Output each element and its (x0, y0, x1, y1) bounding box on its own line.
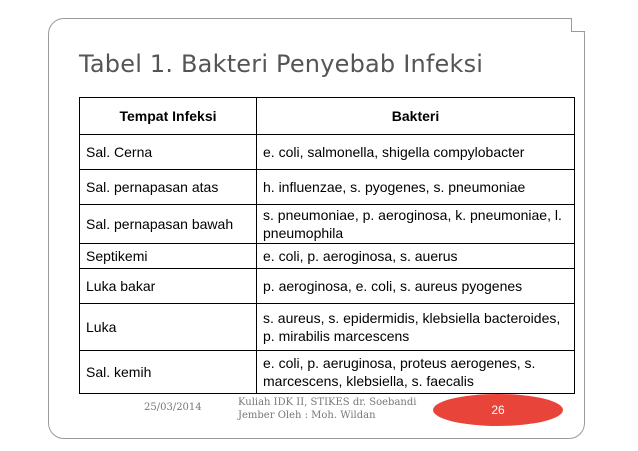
table-header-row (80, 98, 575, 135)
table-row (80, 351, 575, 394)
footer-course-line2: Jember Oleh : Moh. Wildan (238, 410, 376, 421)
footer-date: 25/03/2014 (144, 402, 202, 413)
table-row (80, 170, 575, 205)
cell-bacteria: s. pneumoniae, p. aeroginosa, k. pneumoniae, l. pneumophila (257, 205, 575, 244)
slide-title: Tabel 1. Bakteri Penyebab Infeksi (79, 50, 484, 78)
footer-course-line1: Kuliah IDK II, STIKES dr. Soebandi (238, 397, 417, 408)
table-row (80, 244, 575, 269)
cell-site: Septikemi (80, 244, 257, 269)
cell-site: Sal. Cerna (80, 135, 257, 170)
cell-bacteria: e. coli, p. aeruginosa, proteus aerogenes, s. marcescens, klebsiella, s. faecalis (257, 351, 575, 394)
cell-bacteria: e. coli, salmonella, shigella compylobacter (257, 135, 575, 170)
cell-bacteria: h. influenzae, s. pyogenes, s. pneumoniae (257, 170, 575, 205)
header-bakteri: Bakteri (257, 98, 575, 135)
table-row (80, 205, 575, 244)
cell-site: Sal. kemih (80, 351, 257, 394)
cell-bacteria: e. coli, p. aeroginosa, s. auerus (257, 244, 575, 269)
cell-site: Luka bakar (80, 269, 257, 304)
bacteria-table (79, 97, 575, 394)
table-row (80, 135, 575, 170)
cell-site: Sal. pernapasan bawah (80, 205, 257, 244)
cell-site: Sal. pernapasan atas (80, 170, 257, 205)
page-number-badge: 26 (433, 394, 563, 426)
table-row (80, 304, 575, 351)
table-row (80, 269, 575, 304)
header-tempat-infeksi: Tempat Infeksi (80, 98, 257, 135)
footer-course-info (238, 396, 428, 422)
cell-bacteria: s. aureus, s. epidermidis, klebsiella bacteroides, p. mirabilis marcescens (257, 304, 575, 351)
cell-site: Luka (80, 304, 257, 351)
cell-bacteria: p. aeroginosa, e. coli, s. aureus pyogenes (257, 269, 575, 304)
slide-corner-fold (571, 18, 585, 32)
